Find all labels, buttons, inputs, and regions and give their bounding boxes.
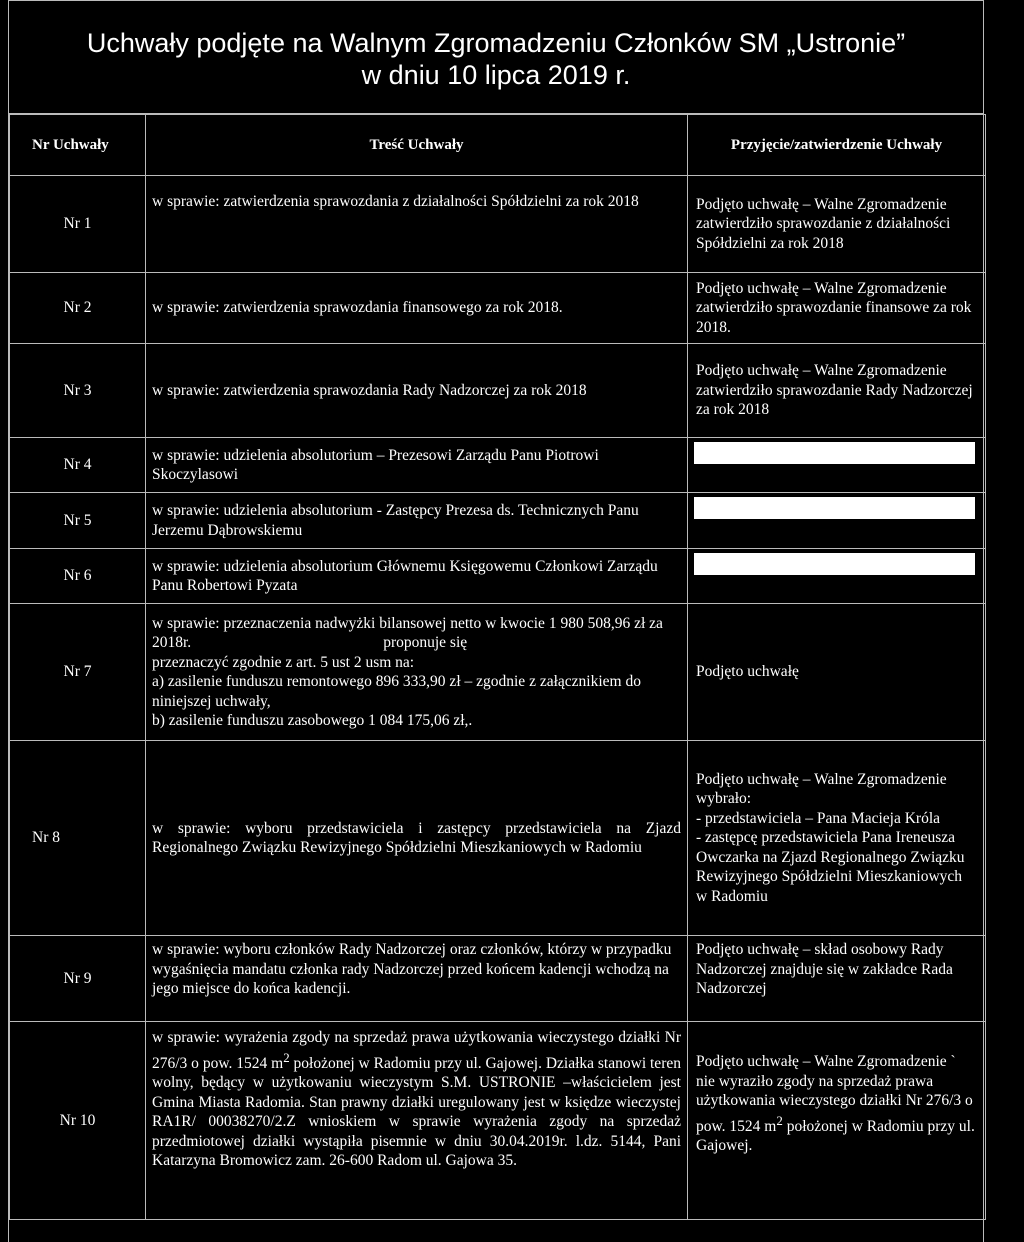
table-row: [10, 549, 986, 604]
title-line-2: w dniu 10 lipca 2019 r.: [361, 60, 631, 90]
tresc-line: w sprawie: przeznaczenia nadwyżki bilansowej netto w kwocie 1 980 508,96 zł za 2018r.: [152, 614, 663, 651]
przyjecie-part: Podjęto uchwałę – Walne Zgromadzenie ` nie wyraziło zgody na sprzedaż prawa użytkowania wieczystego działki Nr 276/3 o pow. 1524 m: [696, 1053, 973, 1135]
row-nr: Nr 3: [10, 344, 146, 438]
row-nr: Nr 7: [10, 604, 146, 741]
table-row: [10, 741, 986, 936]
table-row: [10, 344, 986, 438]
row-przyjecie: Podjęto uchwałę: [688, 604, 986, 741]
row-nr: Nr 4: [10, 438, 146, 493]
row-przyjecie: Podjęto uchwałę – skład osobowy Rady Nadzorczej znajduje się w zakładce Rada Nadzorczej: [688, 936, 986, 1022]
row-przyjecie: [688, 741, 986, 936]
title-line-1: Uchwały podjęte na Walnym Zgromadzeniu Członków SM „Ustronie”: [86, 28, 906, 58]
header-nr: Nr Uchwały: [10, 115, 146, 176]
row-tresc: w sprawie: wyboru przedstawiciela i zastępcy przedstawiciela na Zjazd Regionalnego Związku Rewizyjnego Spółdzielni Mieszkaniowych w Radomiu: [146, 741, 688, 936]
tresc-line: proponuje się: [383, 634, 468, 651]
table-row: [10, 604, 986, 741]
page-title: [9, 1, 983, 114]
header-przyjecie: Przyjęcie/zatwierdzenie Uchwały: [688, 115, 986, 176]
superscript: 2: [283, 1049, 290, 1065]
table-row: [10, 936, 986, 1022]
table-row: [10, 176, 986, 273]
row-nr: Nr 2: [10, 273, 146, 344]
row-tresc: w sprawie: udzielenia absolutorium Głównemu Księgowemu Członkowi Zarządu Panu Robertowi Pyzata: [146, 549, 688, 604]
tresc-part: położonej w Radomiu przy ul. Gajowej. Działka stanowi teren wolny, będący w użytkowaniu wieczystym S.M. USTRONIE –właścicielem jest Gmina Miasta Radomia. Stan prawny działki uregulowany jest w księdze wieczystej RA1R/ 00038270/2.Z wnioskiem w sprawie wyrażenia zgody na sprzedaż przedmiotowej działki wystąpiła pisemnie w dniu 30.04.2019r. l.dz. 5144, Pani Katarzyna Bromowicz zam. 26-600 Radom ul. Gajowa 35.: [152, 1054, 681, 1170]
row-nr: Nr 9: [10, 936, 146, 1022]
row-tresc: [146, 1022, 688, 1220]
header-tresc: Treść Uchwały: [146, 115, 688, 176]
row-tresc: w sprawie: udzielenia absolutorium - Zastępcy Prezesa ds. Technicznych Panu Jerzemu Dąbrowskiemu: [146, 493, 688, 549]
document-page: [8, 0, 984, 1242]
row-tresc: w sprawie: udzielenia absolutorium – Prezesowi Zarządu Panu Piotrowi Skoczylasowi: [146, 438, 688, 493]
row-tresc: w sprawie: zatwierdzenia sprawozdania z działalności Spółdzielni za rok 2018: [146, 176, 688, 273]
table-row: [10, 438, 986, 493]
przyjecie-line: - przedstawiciela – Pana Macieja Króla: [696, 809, 941, 827]
table-row: [10, 273, 986, 344]
row-nr: Nr 6: [10, 549, 146, 604]
row-nr: Nr 10: [10, 1022, 146, 1220]
tresc-part: w sprawie: wyrażenia zgody na sprzedaż prawa użytkowania wieczystego działki Nr 276/3 o pow. 1524 m: [152, 1029, 681, 1072]
row-nr: Nr 5: [10, 493, 146, 549]
tresc-line: a) zasilenie funduszu remontowego 896 333,90 zł – zgodnie z załącznikiem do niniejszej uchwały,: [152, 673, 641, 710]
table-row: [10, 1022, 986, 1220]
row-tresc: w sprawie: zatwierdzenia sprawozdania Rady Nadzorczej za rok 2018: [146, 344, 688, 438]
resolutions-table: [9, 114, 986, 1220]
row-nr: Nr 1: [10, 176, 146, 273]
przyjecie-part: położonej w Radomiu przy ul. Gajowej.: [696, 1117, 975, 1155]
przyjecie-line: Podjęto uchwałę – Walne Zgromadzenie wybrało:: [696, 770, 947, 808]
redaction-box: [694, 553, 975, 575]
row-tresc: w sprawie: zatwierdzenia sprawozdania finansowego za rok 2018.: [146, 273, 688, 344]
table-row: [10, 493, 986, 549]
row-przyjecie: Podjęto uchwałę – Walne Zgromadzenie zatwierdziło sprawozdanie z działalności Spółdzielni za rok 2018: [688, 176, 986, 273]
table-header-row: [10, 115, 986, 176]
przyjecie-line: - zastępcę przedstawiciela Pana Ireneusza Owczarka na Zjazd Regionalnego Związku Rewizyjnego Spółdzielni Mieszkaniowych w Radomiu: [696, 829, 965, 905]
row-tresc: w sprawie: wyboru członków Rady Nadzorczej oraz członków, którzy w przypadku wygaśnięcia mandatu członka rady Nadzorczej przed końcem kadencji wchodzą na jego miejsce do końca kadencji.: [146, 936, 688, 1022]
row-przyjecie: [688, 1022, 986, 1220]
redaction-box: [694, 442, 975, 464]
redaction-box: [694, 497, 975, 519]
tresc-line: przeznaczyć zgodnie z art. 5 ust 2 usm na:: [152, 653, 415, 671]
superscript: 2: [776, 1112, 783, 1128]
row-przyjecie: Podjęto uchwałę – Walne Zgromadzenie zatwierdziło sprawozdanie Rady Nadzorczej za rok 2018: [688, 344, 986, 438]
tresc-line: b) zasilenie funduszu zasobowego 1 084 175,06 zł,.: [152, 712, 473, 729]
row-przyjecie: Podjęto uchwałę – Walne Zgromadzenie zatwierdziło sprawozdanie finansowe za rok 2018.: [688, 273, 986, 344]
row-tresc: [146, 604, 688, 741]
row-nr: Nr 8: [10, 741, 146, 936]
